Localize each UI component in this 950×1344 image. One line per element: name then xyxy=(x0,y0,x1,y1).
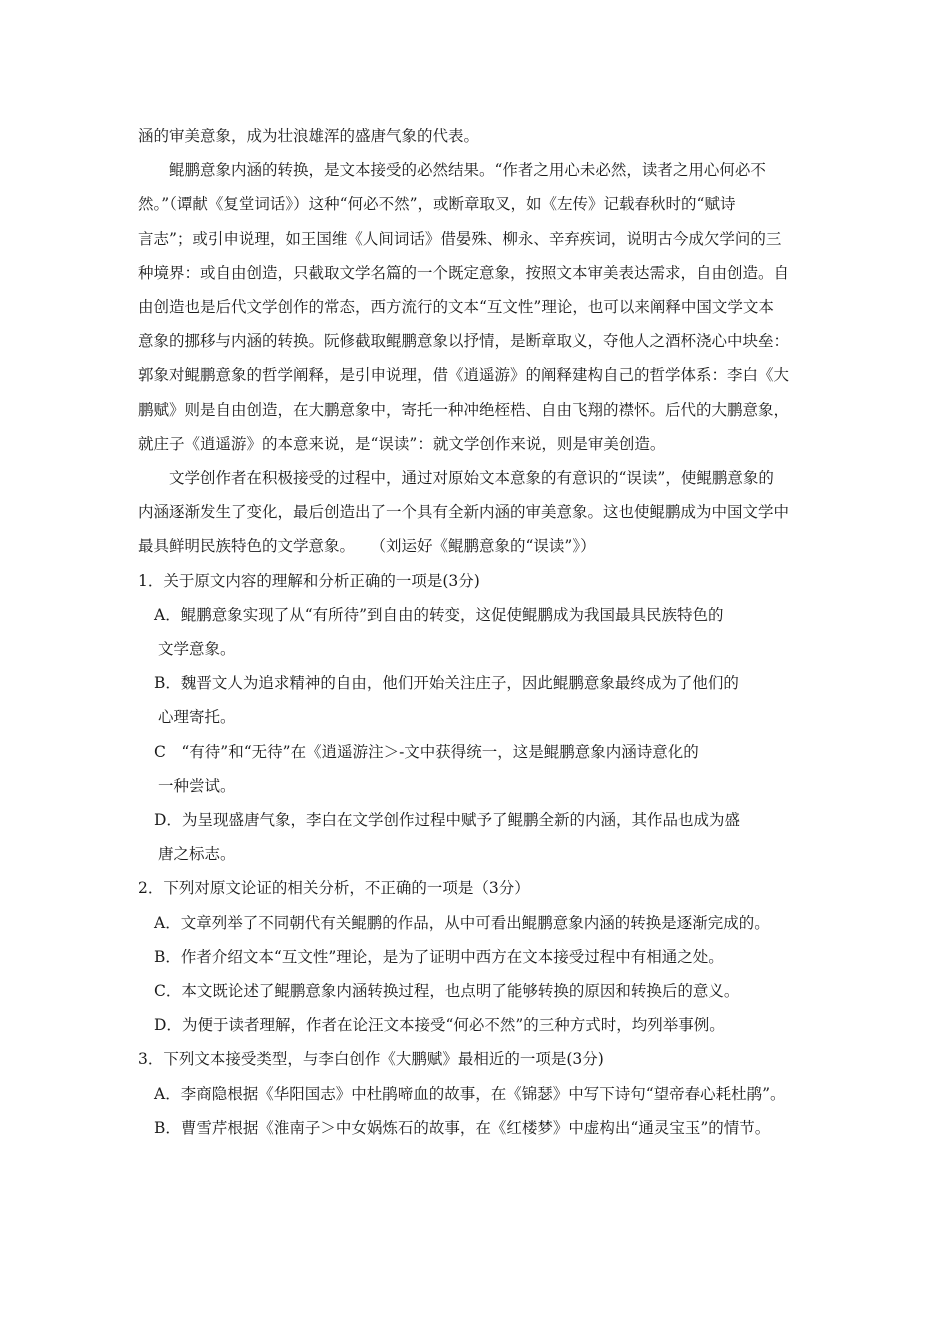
option-label: D． xyxy=(154,1016,182,1035)
option-text: 作者介绍文本“互文性”理论，是为了证明中西方在文本接受过程中有相通之处。 xyxy=(180,947,724,966)
paragraph-line: 然。”（谭献《复堂词话》）这种“何必不然”，或断章取叉，如《左传》记载春秋时的“赋诗 xyxy=(138,195,736,214)
paragraph-line: 由创造也是后代文学创作的常态，西方流行的文本“互文性”理论，也可以来阐释中国文学文本 xyxy=(138,298,774,316)
paragraph-line: 就庄子《逍遥游》的本意来说，是“误读”：就文学创作来说，则是审美创造。 xyxy=(138,434,666,453)
option-line xyxy=(154,981,854,1001)
paragraph-line: 鲲鹏意象内涵的转换，是文本接受的必然结果。“作者之用心未必然，读者之用心何必不 xyxy=(138,161,766,180)
option-continuation: 一种尝试。 xyxy=(158,776,236,795)
option-label: B． xyxy=(154,1118,181,1137)
option-line xyxy=(154,913,854,933)
option-line xyxy=(154,1118,854,1138)
option-label: A． xyxy=(154,913,181,932)
question-stem: 1．关于原文内容的理解和分析正确的一项是(3分) xyxy=(138,571,480,590)
paragraph-line: 涵的审美意象，成为壮浪雄浑的盛唐气象的代表。 xyxy=(138,127,480,145)
option-text: 为呈现盛唐气象，李白在文学创作过程中赋予了鲲鹏全新的内涵，其作品也成为盛 xyxy=(181,811,740,829)
option-text: 曹雪芹根据《淮南子＞中女娲炼石的故事，在《红楼梦》中虚构出“通灵宝玉”的情节。 xyxy=(180,1118,771,1137)
paragraph-line: 文学创作者在积极接受的过程中，通过对原始文本意象的有意识的“误读”，使鲲鹏意象的 xyxy=(138,469,774,487)
option-text: 李商隐根据《华阳国志》中杜鹃啼血的故事，在《锦瑟》中写下诗句“望帝春心耗杜鹃”。 xyxy=(180,1084,786,1103)
option-continuation: 唐之标志。 xyxy=(158,845,236,864)
option-label: B． xyxy=(154,674,181,693)
option-line xyxy=(154,810,854,830)
option-label: C xyxy=(154,742,182,761)
paragraph-line: 内涵逐渐发生了变化，最后创造出了一个具有全新内涵的审美意象。这也使鲲鹏成为中国文学中 xyxy=(138,503,790,522)
option-label: D． xyxy=(154,811,182,829)
option-text: 鲲鹏意象实现了从“有所待”到自由的转变，这促使鲲鹏成为我国最具民族特色的 xyxy=(180,605,724,624)
option-line xyxy=(154,947,854,967)
question-stem: 2．下列对原文论证的相关分析，不正确的一项是（3分） xyxy=(138,879,530,898)
option-continuation: 文学意象。 xyxy=(158,640,236,658)
option-continuation: 心理寄托。 xyxy=(158,708,236,727)
paragraph-line: 郭象对鲲鹏意象的哲学阐释，是引申说理，借《逍遥游》的阐释建构自己的哲学体系：李白《大 xyxy=(138,366,790,385)
option-line xyxy=(154,673,854,693)
option-text: 为便于读者理解，作者在论汪文本接受“何必不然”的三种方式时，均列举事例。 xyxy=(181,1016,725,1035)
option-line xyxy=(154,742,854,762)
option-label: B． xyxy=(154,947,181,966)
option-text: “有待”和“无待”在《逍遥游注＞-文中获得统一，这是鲲鹏意象内涵诗意化的 xyxy=(181,742,699,761)
paragraph-line: 意象的挪移与内涵的转换。阮修截取鲲鹏意象以抒情，是断章取义，夺他人之酒杯浇心中块垒： xyxy=(138,332,790,351)
option-label: C． xyxy=(154,982,182,1000)
paragraph-line: 鹏赋》则是自由创造，在大鹏意象中，寄托一种冲绝桎梏、自由飞翔的襟怀。后代的大鹏意象， xyxy=(138,400,790,419)
option-line xyxy=(154,605,854,625)
option-line xyxy=(154,1015,854,1035)
paragraph-line: 言志”；或引申说理，如王国维《人间词话》借晏殊、柳永、辛弃疾词，说明古今成欠学问的三 xyxy=(138,229,782,248)
paragraph-line: 种境界：或自由创造，只截取文学名篇的一个既定意象，按照文本审美表达需求，自由创造。自 xyxy=(138,263,790,282)
paragraph-line: 最具鲜明民族特色的文学意象。 （刘运好《鲲鹏意象的“误读”》） xyxy=(138,537,596,556)
option-line xyxy=(154,1084,854,1104)
question-stem: 3．下列文本接受类型，与李白创作《大鹏赋》最相近的一项是(3分) xyxy=(138,1050,604,1069)
option-label: A． xyxy=(154,605,181,624)
option-label: A． xyxy=(154,1084,181,1103)
option-text: 魏晋文人为追求精神的自由，他们开始关注庄子，因此鲲鹏意象最终成为了他们的 xyxy=(180,674,739,693)
option-text: 本文既论述了鲲鹏意象内涵转换过程，也点明了能够转换的原因和转换后的意义。 xyxy=(181,982,740,1000)
option-text: 文章列举了不同朝代有关鲲鹏的作品，从中可看出鲲鹏意象内涵的转换是逐渐完成的。 xyxy=(180,913,770,932)
